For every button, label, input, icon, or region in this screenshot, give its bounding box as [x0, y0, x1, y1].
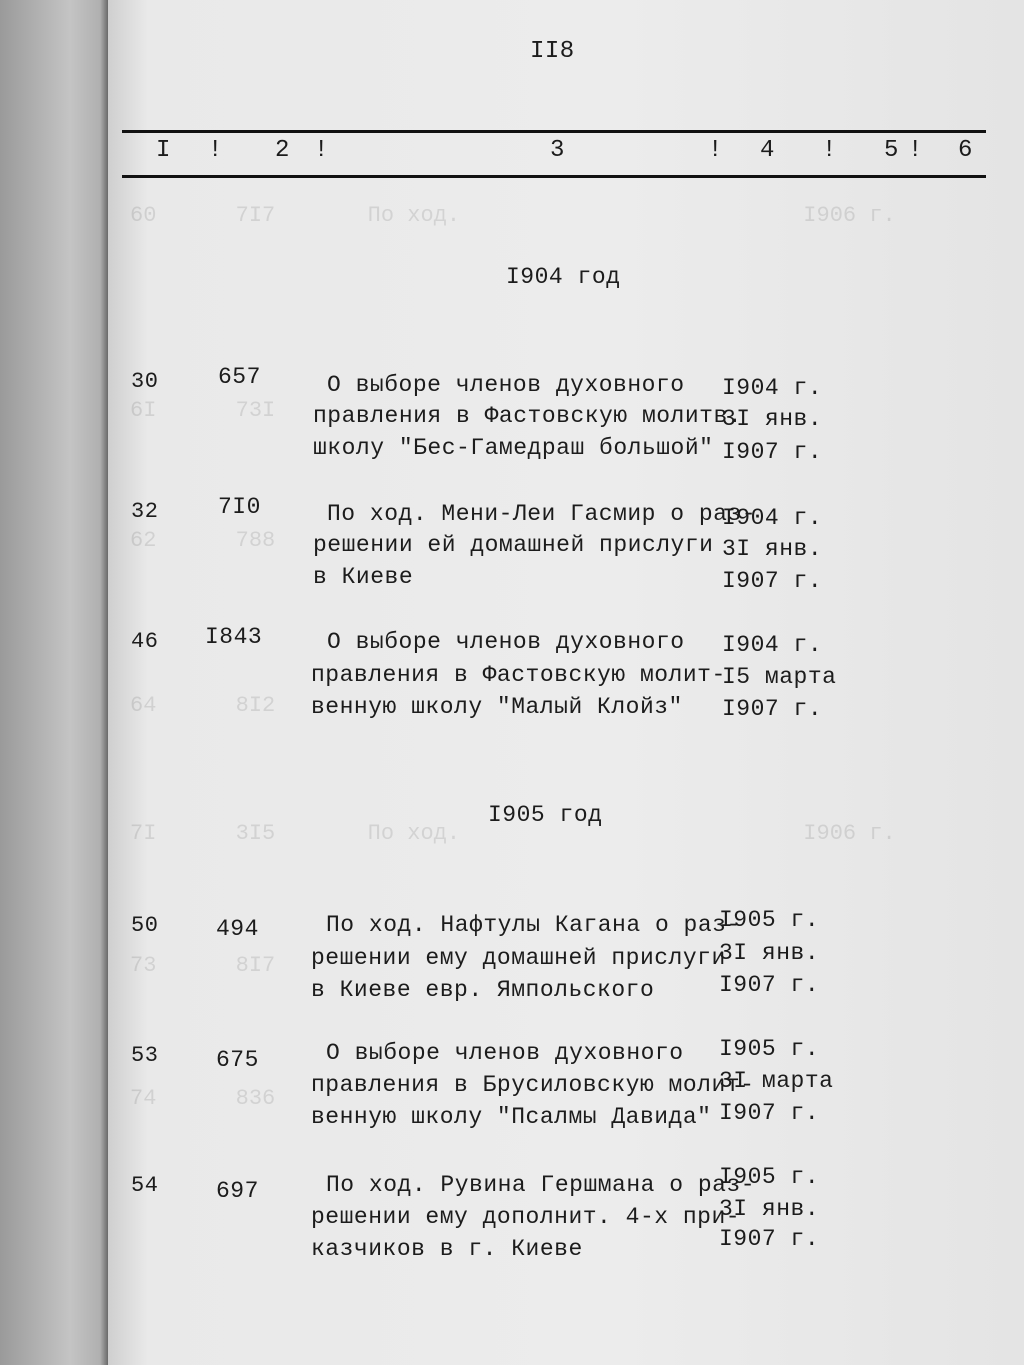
date-line: I907 г. — [719, 972, 820, 998]
row-number: 54 — [131, 1173, 159, 1198]
bleed-through: 64 8I2 — [130, 693, 276, 718]
row-text-line: О выборе членов духовного — [327, 372, 685, 398]
row-text-line: По ход. Нафтулы Кагана о раз- — [326, 912, 741, 938]
date-line: I905 г. — [719, 1036, 820, 1062]
case-number: 494 — [216, 916, 259, 942]
row-text-line: По ход. Рувина Гершмана о раз- — [326, 1172, 756, 1198]
case-number: 675 — [216, 1047, 259, 1073]
year-heading: I904 год — [506, 264, 621, 290]
date-line: 3I марта — [719, 1068, 834, 1094]
col-sep: ! — [908, 137, 923, 164]
page-number: II8 — [530, 38, 575, 65]
row-text-line: решении ей домашней прислуги — [313, 532, 714, 558]
col-header-5: 5 — [884, 137, 899, 164]
date-line: I905 г. — [719, 1164, 820, 1190]
row-text-line: О выборе членов духовного — [327, 629, 685, 655]
date-line: I907 г. — [719, 1226, 820, 1252]
date-line: I904 г. — [722, 375, 823, 401]
row-text-line: правления в Брусиловскую молит- — [311, 1072, 755, 1098]
date-line: I907 г. — [722, 439, 823, 465]
header-rule-bottom — [122, 175, 986, 178]
case-number: 7I0 — [218, 494, 261, 520]
bleed-through: 6I 73I — [130, 398, 276, 423]
date-line: 3I янв. — [719, 1196, 820, 1222]
row-text-line: венную школу "Малый Клойз" — [311, 694, 683, 720]
row-text-line: По ход. Мени-Леи Гасмир о раз- — [327, 501, 757, 527]
row-number: 32 — [131, 499, 159, 524]
row-text-line: правления в Фастовскую молитв. — [313, 403, 743, 429]
row-number: 46 — [131, 629, 159, 654]
row-text-line: казчиков в г. Киеве — [311, 1236, 583, 1262]
date-line: I907 г. — [719, 1100, 820, 1126]
row-text-line: школу "Бес-Гамедраш большой" — [313, 435, 714, 461]
col-header-6: 6 — [958, 137, 973, 164]
case-number: 697 — [216, 1178, 259, 1204]
col-header-1: I — [156, 137, 171, 164]
row-number: 30 — [131, 369, 159, 394]
col-header-3: 3 — [550, 137, 565, 164]
row-number: 50 — [131, 913, 159, 938]
date-line: 3I янв. — [722, 406, 823, 432]
row-number: 53 — [131, 1043, 159, 1068]
row-text-line: решении ему домашней прислуги — [311, 945, 726, 971]
col-sep: ! — [208, 137, 223, 164]
case-number: I843 — [205, 624, 263, 650]
col-sep: ! — [822, 137, 837, 164]
bleed-through: 73 8I7 — [130, 953, 276, 978]
header-rule-top — [122, 130, 986, 133]
bleed-through: 7I 3I5 По ход. I906 г. — [130, 821, 896, 846]
col-header-2: 2 — [275, 137, 290, 164]
col-sep: ! — [314, 137, 329, 164]
bleed-through: 60 7I7 По ход. I906 г. — [130, 203, 896, 228]
facing-page-edge — [0, 0, 108, 1365]
date-line: I905 г. — [719, 907, 820, 933]
date-line: 3I янв. — [722, 536, 823, 562]
date-line: I904 г. — [722, 632, 823, 658]
bleed-through: 74 836 — [130, 1086, 276, 1111]
date-line: I5 марта — [722, 664, 837, 690]
date-line: I907 г. — [722, 696, 823, 722]
row-text-line: решении ему дополнит. 4-х при- — [311, 1204, 741, 1230]
col-sep: ! — [708, 137, 723, 164]
row-text-line: в Киеве евр. Ямпольского — [311, 977, 655, 1003]
date-line: I907 г. — [722, 568, 823, 594]
date-line: I904 г. — [722, 505, 823, 531]
col-header-4: 4 — [760, 137, 775, 164]
case-number: 657 — [218, 364, 261, 390]
year-heading: I905 год — [488, 802, 603, 828]
date-line: 3I янв. — [719, 940, 820, 966]
row-text-line: О выборе членов духовного — [326, 1040, 684, 1066]
bleed-through: 62 788 — [130, 528, 276, 553]
row-text-line: в Киеве — [313, 564, 414, 590]
row-text-line: правления в Фастовскую молит- — [311, 662, 726, 688]
row-text-line: венную школу "Псалмы Давида" — [311, 1104, 712, 1130]
